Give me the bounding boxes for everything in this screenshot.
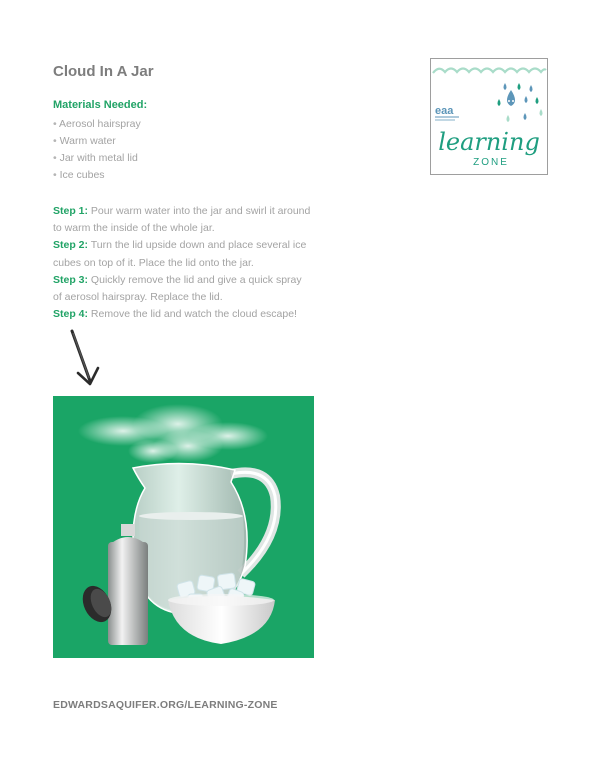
step-label: Step 1: — [53, 205, 89, 217]
logo-word: learning — [438, 128, 540, 156]
step-text: Pour warm water into the jar and swirl it around to warm the inside of the whole jar. — [53, 205, 311, 235]
hairspray-can — [108, 524, 148, 645]
step-text: Turn the lid upside down and place several ice cubes on top of it. Place the lid onto the jar. — [53, 239, 307, 269]
cloud-in-jar-photo — [53, 396, 314, 658]
footer-url[interactable]: EDWARDSAQUIFER.ORG/LEARNING-ZONE — [53, 699, 278, 711]
materials-heading: Materials Needed: — [53, 99, 148, 111]
page-title: Cloud In A Jar — [53, 63, 154, 80]
hand-drawn-arrow-icon — [60, 328, 110, 390]
step-label: Step 3: — [53, 273, 89, 286]
raindrops-icon — [498, 83, 543, 122]
step-label: Step 2: — [53, 239, 89, 252]
step-4 — [53, 306, 313, 323]
material-item: • Warm water — [53, 133, 141, 150]
org-initials: eaa — [435, 105, 454, 117]
steps-section — [53, 203, 313, 323]
materials-list — [53, 116, 141, 184]
logo-artwork — [431, 59, 547, 174]
step-2 — [53, 237, 313, 271]
material-item: • Jar with metal lid — [53, 150, 141, 167]
step-3 — [53, 272, 313, 306]
material-item: • Ice cubes — [53, 167, 141, 184]
learning-zone-logo — [430, 58, 548, 175]
step-label: Step 4: — [53, 308, 89, 321]
cloud-icon — [433, 69, 546, 74]
step-text: Remove the lid and watch the cloud escape! — [88, 308, 297, 321]
material-item: • Aerosol hairspray — [53, 116, 141, 133]
step-text: Quickly remove the lid and give a quick spray of aerosol hairspray. Replace the lid. — [53, 273, 302, 304]
logo-zone: ZONE — [473, 157, 509, 168]
step-1 — [53, 203, 313, 237]
